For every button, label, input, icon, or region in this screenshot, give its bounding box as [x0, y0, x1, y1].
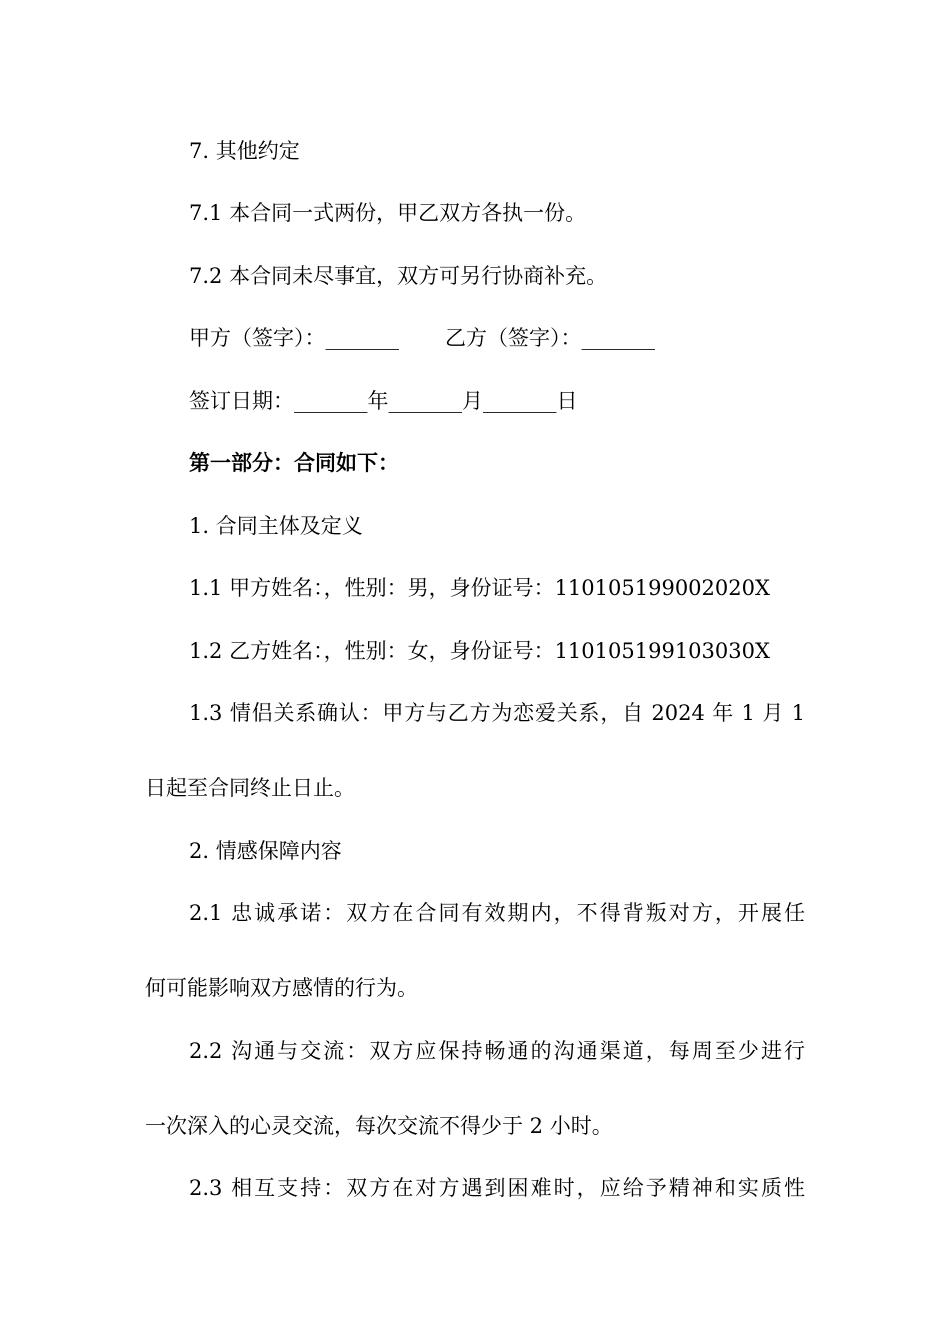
party-b-signature-field: 乙方（签字）：_______	[445, 326, 655, 350]
section-7-title: 7. 其他约定	[189, 139, 300, 163]
clause-1-1: 1.1 甲方姓名：，性别：男，身份证号：110105199002020X	[189, 576, 770, 600]
clause-7-1: 7.1 本合同一式两份，甲乙双方各执一份。	[189, 201, 587, 225]
clause-1-3-line-1: 1.3 情侣关系确认：甲方与乙方为恋爱关系，自 2024 年 1 月 1	[189, 701, 805, 725]
signing-date-field: 签订日期：_______年_______月_______日	[189, 389, 578, 413]
part-one-heading: 第一部分：合同如下：	[189, 450, 399, 475]
party-a-signature-field: 甲方（签字）：_______	[189, 326, 399, 350]
clause-2-3-line-1: 2.3 相互支持：双方在对方遇到困难时，应给予精神和实质性	[189, 1176, 805, 1200]
clause-7-2: 7.2 本合同未尽事宜，双方可另行协商补充。	[189, 264, 608, 288]
signature-row	[189, 323, 655, 353]
clause-1-3-line-2: 日起至合同终止日止。	[145, 776, 355, 800]
clause-2-2-line-1: 2.2 沟通与交流：双方应保持畅通的沟通渠道，每周至少进行	[189, 1039, 805, 1063]
section-2-title: 2. 情感保障内容	[189, 839, 342, 863]
section-1-title: 1. 合同主体及定义	[189, 514, 363, 538]
clause-2-1-line-1: 2.1 忠诚承诺：双方在合同有效期内，不得背叛对方，开展任	[189, 901, 805, 925]
clause-2-2-line-2: 一次深入的心灵交流，每次交流不得少于 2 小时。	[145, 1114, 613, 1138]
clause-1-2: 1.2 乙方姓名：，性别：女，身份证号：110105199103030X	[189, 639, 770, 663]
clause-2-1-line-2: 何可能影响双方感情的行为。	[145, 976, 418, 1000]
